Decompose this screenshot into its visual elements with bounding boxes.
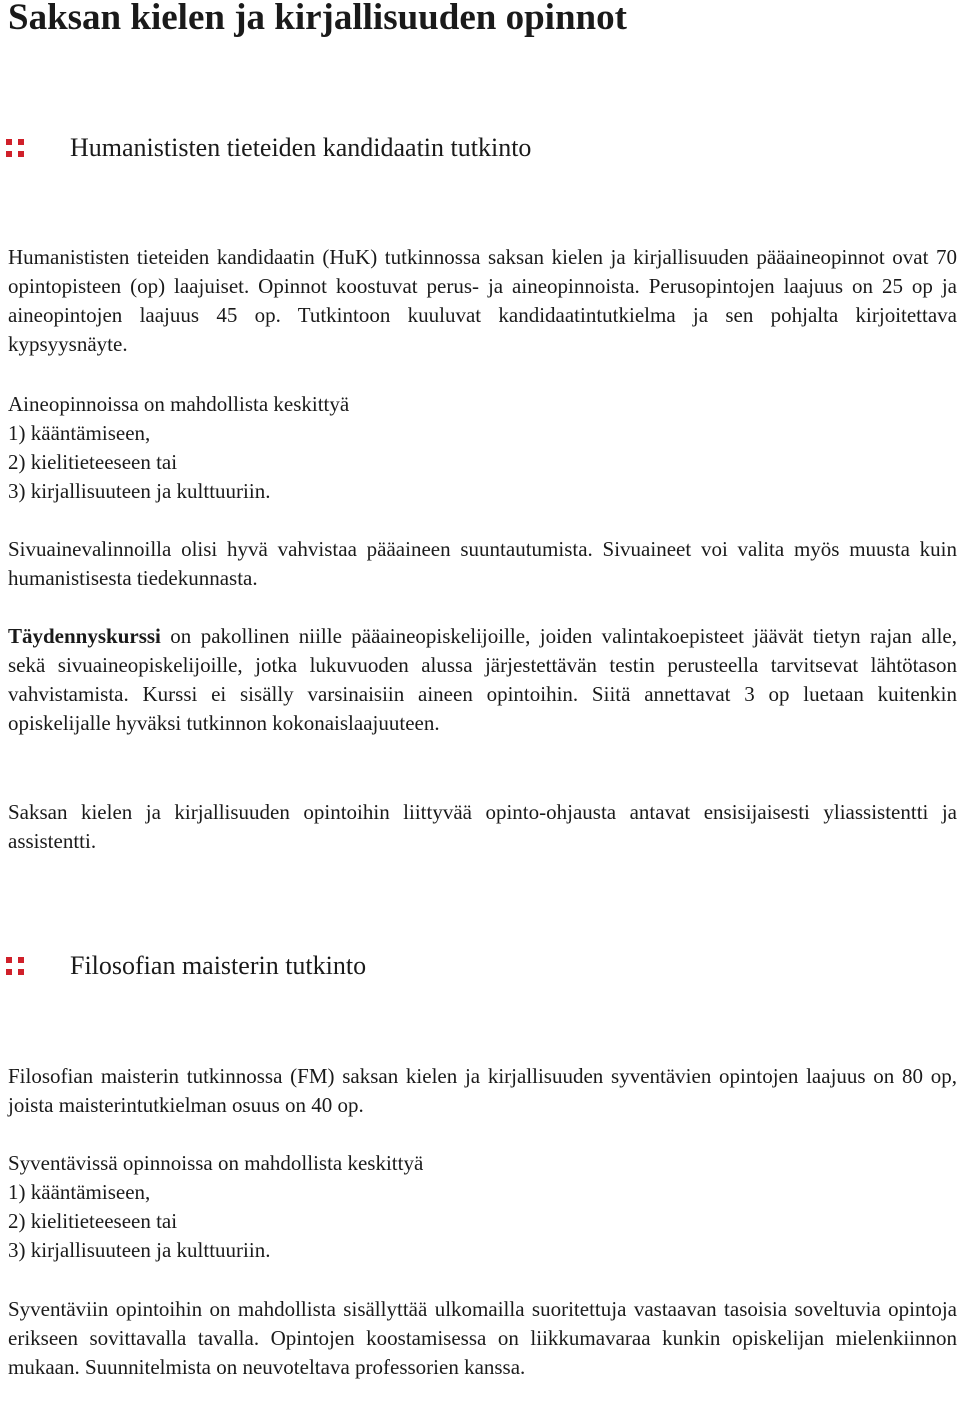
section-heading-bachelor [6,132,531,164]
page-title: Saksan kielen ja kirjallisuuden opinnot [8,0,627,38]
bachelor-intro-paragraph: Humanististen tieteiden kandidaatin (HuK) tutkinnossa saksan kielen ja kirjallisuuden pääaineopinnot ovat 70 opintopisteen (op) laajuiset. Opinnot koostuvat perus- ja aineopinnoista. Perusopintojen laajuus on 25 op ja aineopintojen laajuus 45 op. Tutkintoon kuuluvat kandidaatintutkielma ja sen pohjalta kirjoitettava kypsyysnäyte. [8,245,957,356]
minor-subjects-paragraph: Sivuainevalinnoilla olisi hyvä vahvistaa pääaineen suuntautumista. Sivuaineet voi valita myös muusta kuin humanistisesta tiedekunnasta. [8,537,957,590]
section-heading-master [6,950,366,982]
list-item: 2) kielitieteeseen tai [8,450,178,474]
supplementary-course-paragraph [8,622,957,738]
abroad-studies-paragraph: Syventäviin opintoihin on mahdollista sisällyttää ulkomailla suoritettuja vastaavan tasoisia soveltuvia opintoja erikseen sovittavalla tavalla. Opintojen koostamisessa on liikkumavaraa kunkin opiskelijan mielenkiinnon mukaan. Suunnitelmista on neuvoteltava professorien kanssa. [8,1297,957,1379]
course-name: Täydennyskurssi [8,624,161,648]
focus-intro: Aineopinnoissa on mahdollista keskittyä [8,392,350,416]
guidance-paragraph: Saksan kielen ja kirjallisuuden opintoihin liittyvää opinto-ohjausta antavat ensisijaisesti yliassistentti ja assistentti. [8,800,957,853]
bachelor-focus-list [8,390,957,506]
master-intro-paragraph: Filosofian maisterin tutkinnossa (FM) saksan kielen ja kirjallisuuden syventävien opintojen laajuus on 80 op, joista maisterintutkielman osuus on 40 op. [8,1064,957,1117]
master-focus-list [8,1149,957,1265]
focus-intro: Syventävissä opinnoissa on mahdollista keskittyä [8,1151,424,1175]
list-item: 3) kirjallisuuteen ja kulttuuriin. [8,479,271,503]
list-item: 3) kirjallisuuteen ja kulttuuriin. [8,1238,271,1262]
list-item: 2) kielitieteeseen tai [8,1209,178,1233]
list-item: 1) kääntämiseen, [8,1180,151,1204]
course-description: on pakollinen niille pääaineopiskelijoille, joiden valintakoepisteet jäävät tietyn rajan alle, sekä sivuaineopiskelijoille, jotka lukuvuoden alussa järjestettävän testin perusteella tarvitsevat lähtötason vahvistamista. Kurssi ei sisälly varsinaisiin aineen opintoihin. Siitä annettavat 3 op luetaan kuitenkin opiskelijalle hyväksi tutkinnon kokonaislaajuuteen. [8,624,957,735]
section-heading-text: Humanististen tieteiden kandidaatin tutkinto [70,133,532,162]
section-heading-text: Filosofian maisterin tutkinto [70,951,367,980]
red-bullet-icon [6,139,24,157]
list-item: 1) kääntämiseen, [8,421,151,445]
red-bullet-icon [6,957,24,975]
